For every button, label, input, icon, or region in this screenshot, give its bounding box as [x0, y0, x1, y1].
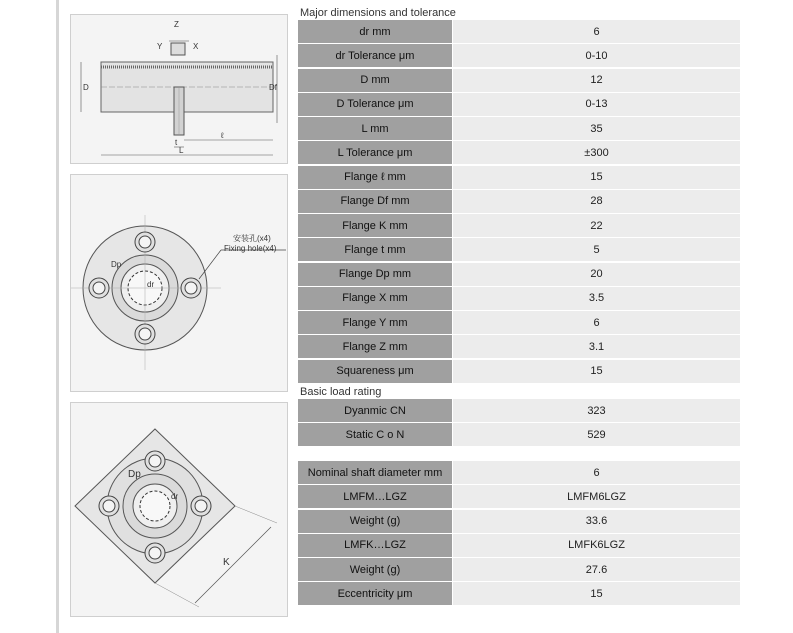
table-row — [298, 311, 740, 334]
row-label: dr mm — [298, 20, 452, 43]
dim-d-label: D — [83, 83, 89, 92]
table-row — [298, 69, 740, 92]
row-value: 12 — [453, 69, 740, 92]
row-value: 0-10 — [453, 44, 740, 67]
row-value: 20 — [453, 263, 740, 286]
table-row — [298, 190, 740, 213]
row-value: 6 — [453, 20, 740, 43]
row-label: D Tolerance μm — [298, 93, 452, 116]
dim-dr-label: dr — [171, 492, 179, 501]
row-value: 35 — [453, 117, 740, 140]
table-row — [298, 44, 740, 67]
row-label: Dyanmic CN — [298, 399, 452, 422]
table-row — [298, 558, 740, 581]
row-value: 28 — [453, 190, 740, 213]
major-dimensions-table — [298, 20, 740, 384]
dim-t-label: t — [175, 138, 178, 147]
row-value: 6 — [453, 461, 740, 484]
table-row — [298, 287, 740, 310]
dim-z-label: Z — [174, 20, 179, 29]
table-row — [298, 141, 740, 164]
page-left-rule — [56, 0, 59, 633]
dim-dp-label: Dp — [128, 469, 141, 480]
row-label: Eccentricity μm — [298, 582, 452, 605]
row-label: L Tolerance μm — [298, 141, 452, 164]
row-label: Flange ℓ mm — [298, 166, 452, 189]
row-value: 15 — [453, 582, 740, 605]
table-row — [298, 335, 740, 358]
basic-load-table — [298, 399, 740, 448]
table-row — [298, 510, 740, 533]
table-row — [298, 582, 740, 605]
row-value: 3.5 — [453, 287, 740, 310]
dim-dp-label: Dp — [111, 260, 122, 269]
table-row — [298, 20, 740, 43]
table-row — [298, 263, 740, 286]
row-label: Nominal shaft diameter mm — [298, 461, 452, 484]
row-label: Flange K mm — [298, 214, 452, 237]
table-row — [298, 534, 740, 557]
row-label: Squareness μm — [298, 360, 452, 383]
row-label: Flange Y mm — [298, 311, 452, 334]
row-label: Flange Dp mm — [298, 263, 452, 286]
row-value: 6 — [453, 311, 740, 334]
table-row — [298, 485, 740, 508]
table-row — [298, 238, 740, 261]
row-label: Weight (g) — [298, 510, 452, 533]
row-label: L mm — [298, 117, 452, 140]
dim-df-label: Df — [269, 83, 277, 92]
row-value: LMFK6LGZ — [453, 534, 740, 557]
row-value: 0-13 — [453, 93, 740, 116]
round-flange-drawing — [70, 174, 288, 392]
row-label: Flange Z mm — [298, 335, 452, 358]
dim-y-label: Y — [157, 42, 163, 51]
table-row — [298, 214, 740, 237]
row-value: ±300 — [453, 141, 740, 164]
square-flange-drawing — [70, 402, 288, 617]
dim-l-small-label: ℓ — [221, 131, 224, 140]
table-row — [298, 461, 740, 484]
row-value: 33.6 — [453, 510, 740, 533]
table-row — [298, 423, 740, 446]
row-label: LMFM…LGZ — [298, 485, 452, 508]
row-value: 15 — [453, 166, 740, 189]
table-row — [298, 166, 740, 189]
side-view-drawing — [70, 14, 288, 164]
row-label: Flange Df mm — [298, 190, 452, 213]
basic-load-title: Basic load rating — [300, 386, 382, 398]
row-value: 15 — [453, 360, 740, 383]
row-label: Weight (g) — [298, 558, 452, 581]
table-row — [298, 360, 740, 383]
dim-l-big-label: L — [179, 146, 184, 155]
table-row — [298, 93, 740, 116]
row-label: Flange t mm — [298, 238, 452, 261]
fixing-hole-cn-label: 安装孔(x4) — [233, 234, 271, 243]
table-row — [298, 399, 740, 422]
row-value: 323 — [453, 399, 740, 422]
fixing-hole-en-label: Fixing hole(x4) — [224, 244, 277, 253]
row-value: 22 — [453, 214, 740, 237]
row-value: 529 — [453, 423, 740, 446]
row-label: Flange X mm — [298, 287, 452, 310]
row-label: Static C o N — [298, 423, 452, 446]
row-value: 5 — [453, 238, 740, 261]
part-info-table — [298, 461, 740, 607]
dim-k-label: K — [223, 557, 230, 568]
dim-dr-label: dr — [147, 280, 155, 289]
row-label: LMFK…LGZ — [298, 534, 452, 557]
major-dimensions-title: Major dimensions and tolerance — [300, 7, 456, 19]
row-value: 3.1 — [453, 335, 740, 358]
row-label: dr Tolerance μm — [298, 44, 452, 67]
table-row — [298, 117, 740, 140]
row-value: LMFM6LGZ — [453, 485, 740, 508]
row-label: D mm — [298, 69, 452, 92]
dim-x-label: X — [193, 42, 199, 51]
row-value: 27.6 — [453, 558, 740, 581]
